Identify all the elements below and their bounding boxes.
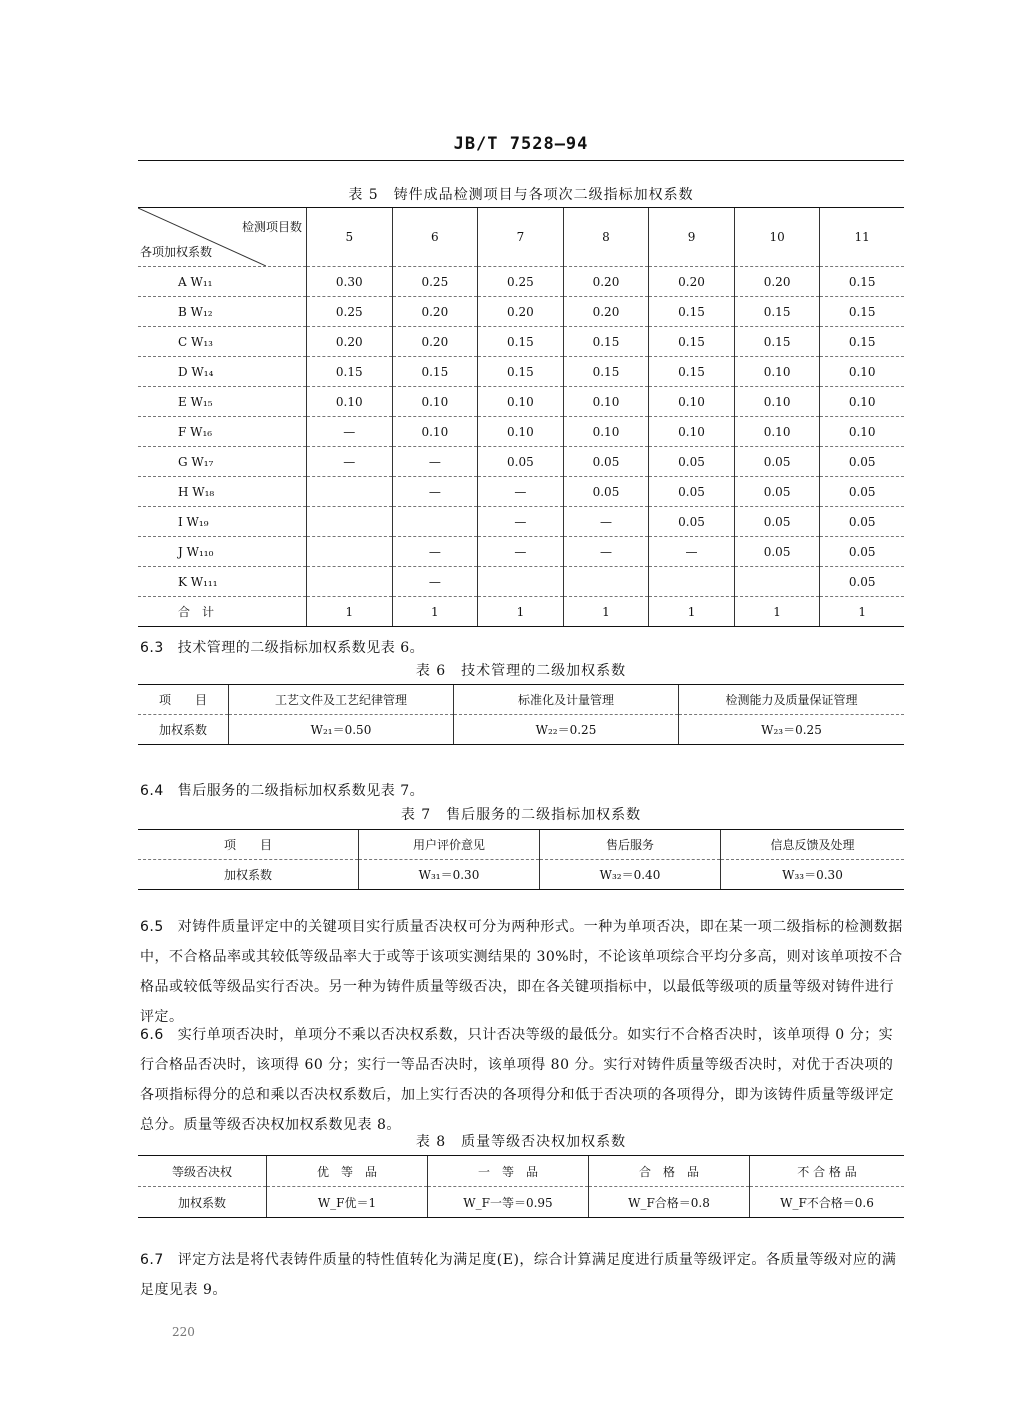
table5-row bbox=[138, 567, 904, 597]
table5-cell: — bbox=[478, 537, 564, 567]
section-text: 评定方法是将代表铸件质量的特性值转化为满足度(E)，综合计算满足度进行质量等级评定。各质量等级对应的满足度见表 9。 bbox=[140, 1252, 897, 1298]
table5-cell: 0.05 bbox=[734, 507, 820, 537]
table5-cell: 0.10 bbox=[734, 357, 820, 387]
table8-value-cell: W_F一等＝0.95 bbox=[428, 1187, 589, 1218]
table5-row-label: D W₁₄ bbox=[138, 357, 307, 387]
table5-cell: 0.05 bbox=[649, 447, 735, 477]
table5-cell: 0.10 bbox=[820, 417, 904, 447]
table8-value-cell: W_F优＝1 bbox=[267, 1187, 428, 1218]
table5-cell: 0.15 bbox=[649, 357, 735, 387]
table5-row-label: K W₁₁₁ bbox=[138, 567, 307, 597]
table5-cell: 0.15 bbox=[307, 357, 393, 387]
table6-header-cell: 标准化及计量管理 bbox=[454, 685, 679, 715]
table5-cell: 0.05 bbox=[563, 477, 649, 507]
section-text: 售后服务的二级指标加权系数见表 7。 bbox=[177, 783, 425, 799]
table5-row-label: F W₁₆ bbox=[138, 417, 307, 447]
table5-cell: 0.20 bbox=[563, 297, 649, 327]
table5-cell: 0.20 bbox=[649, 267, 735, 297]
table5-cell: — bbox=[392, 567, 478, 597]
table5-cell: 0.10 bbox=[478, 387, 564, 417]
table5-row bbox=[138, 387, 904, 417]
table8-caption: 表 8 质量等级否决权加权系数 bbox=[415, 1134, 627, 1150]
table5-cell: 0.10 bbox=[734, 387, 820, 417]
table5-cell: 0.05 bbox=[820, 477, 904, 507]
table5-row-label: H W₁₈ bbox=[138, 477, 307, 507]
table5-cell: 0.15 bbox=[649, 297, 735, 327]
table5-cell: 0.10 bbox=[563, 387, 649, 417]
table5-col-header: 6 bbox=[392, 208, 478, 267]
section-6-5 bbox=[140, 912, 906, 1032]
header-rule bbox=[138, 160, 904, 161]
table5-total-cell: 1 bbox=[649, 597, 735, 627]
table5-cell: 0.10 bbox=[392, 387, 478, 417]
table5-row bbox=[138, 357, 904, 387]
table8-header-cell: 一 等 品 bbox=[428, 1156, 589, 1187]
table5-cell: 0.25 bbox=[392, 267, 478, 297]
table6 bbox=[138, 684, 904, 745]
table5-col-header: 9 bbox=[649, 208, 735, 267]
table5-cell bbox=[307, 567, 393, 597]
table5-row-label: C W₁₃ bbox=[138, 327, 307, 357]
table5-cell: 0.15 bbox=[820, 297, 904, 327]
table5-cell bbox=[734, 567, 820, 597]
table6-header-cell: 项 目 bbox=[138, 685, 229, 715]
table5-cell: 0.20 bbox=[392, 297, 478, 327]
table6-header-row bbox=[138, 685, 904, 715]
table5-cell: 0.25 bbox=[307, 297, 393, 327]
table5-total-cell: 1 bbox=[478, 597, 564, 627]
table7-value-cell: W₃₃＝0.30 bbox=[721, 860, 905, 890]
table5-cell: 0.10 bbox=[307, 387, 393, 417]
section-text: 技术管理的二级指标加权系数见表 6。 bbox=[177, 640, 425, 656]
table5-cell: — bbox=[307, 447, 393, 477]
table8-value-cell: 加权系数 bbox=[138, 1187, 267, 1218]
table5-cell: — bbox=[307, 417, 393, 447]
table6-value-cell: W₂₁＝0.50 bbox=[229, 715, 454, 745]
table5-total-row bbox=[138, 597, 904, 627]
table5-row bbox=[138, 447, 904, 477]
table5-cell: 0.05 bbox=[734, 447, 820, 477]
table7-value-cell: 加权系数 bbox=[138, 860, 359, 890]
table6-header-cell: 工艺文件及工艺纪律管理 bbox=[229, 685, 454, 715]
section-number: 6.3 bbox=[140, 640, 164, 656]
table5-cell: 0.15 bbox=[649, 327, 735, 357]
table5-col-header: 7 bbox=[478, 208, 564, 267]
table5-cell: 0.10 bbox=[649, 417, 735, 447]
table5-cell bbox=[563, 567, 649, 597]
table5-row-label: A W₁₁ bbox=[138, 267, 307, 297]
table5-cell: 0.05 bbox=[820, 537, 904, 567]
table5-row-label: I W₁₉ bbox=[138, 507, 307, 537]
table5-cell: 0.05 bbox=[734, 537, 820, 567]
table8-header-cell: 合 格 品 bbox=[589, 1156, 750, 1187]
table5-cell: 0.15 bbox=[478, 357, 564, 387]
table5-cell: 0.05 bbox=[820, 507, 904, 537]
table5-cell: 0.10 bbox=[478, 417, 564, 447]
table5-cell: — bbox=[478, 507, 564, 537]
table5-cell bbox=[478, 567, 564, 597]
table5-row-label: J W₁₁₀ bbox=[138, 537, 307, 567]
table5-cell bbox=[307, 477, 393, 507]
table8 bbox=[138, 1155, 904, 1218]
table5-cell: 0.10 bbox=[563, 417, 649, 447]
table7-value-row bbox=[138, 860, 904, 890]
table5-cell: — bbox=[478, 477, 564, 507]
table5-row-label: B W₁₂ bbox=[138, 297, 307, 327]
table6-value-row bbox=[138, 715, 904, 745]
table6-value-cell: W₂₃＝0.25 bbox=[679, 715, 905, 745]
table7-value-cell: W₃₁＝0.30 bbox=[359, 860, 540, 890]
table5-cell: 0.05 bbox=[649, 477, 735, 507]
table5-cell: 0.15 bbox=[820, 327, 904, 357]
table6-header-cell: 检测能力及质量保证管理 bbox=[679, 685, 905, 715]
table8-value-row bbox=[138, 1187, 904, 1218]
section-6-3 bbox=[140, 633, 906, 663]
table5-cell: 0.15 bbox=[563, 357, 649, 387]
table6-caption: 表 6 技术管理的二级加权系数 bbox=[415, 663, 627, 679]
section-6-7 bbox=[140, 1245, 906, 1305]
section-6-6 bbox=[140, 1020, 906, 1140]
table5-cell: — bbox=[392, 537, 478, 567]
table5-col-header: 10 bbox=[734, 208, 820, 267]
table5-cell bbox=[649, 567, 735, 597]
table5-total-cell: 1 bbox=[563, 597, 649, 627]
table5-cell bbox=[307, 537, 393, 567]
table5-cell: — bbox=[563, 537, 649, 567]
table5-row bbox=[138, 297, 904, 327]
table5-row bbox=[138, 267, 904, 297]
table5-col-header: 5 bbox=[307, 208, 393, 267]
table5-row bbox=[138, 417, 904, 447]
table5-col-header: 8 bbox=[563, 208, 649, 267]
table5-cell: — bbox=[392, 447, 478, 477]
table5 bbox=[138, 207, 904, 627]
table7-header-cell: 信息反馈及处理 bbox=[721, 830, 905, 860]
table7-value-cell: W₃₂＝0.40 bbox=[540, 860, 721, 890]
table5-cell: 0.10 bbox=[820, 357, 904, 387]
table5-cell: 0.20 bbox=[478, 297, 564, 327]
table5-cell: 0.10 bbox=[820, 387, 904, 417]
table5-cell bbox=[307, 507, 393, 537]
table7-header-row bbox=[138, 830, 904, 860]
table5-cell: 0.10 bbox=[734, 417, 820, 447]
section-number: 6.7 bbox=[140, 1252, 164, 1268]
table5-corner-top: 检测项目数 bbox=[241, 220, 302, 234]
section-text: 对铸件质量评定中的关键项目实行质量否决权可分为两种形式。一种为单项否决，即在某一项二级指标的检测数据中，不合格品率或其较低等级品率大于或等于该项实测结果的 30%时，不论该单项综合平均分多高，则对该单项按不合格品或较低等级品实行否决。另一种为铸件质量等级否决，即在各关键项指标中，以最低等级项的质量等级对铸件进行评定。 bbox=[140, 919, 903, 1025]
table5-cell: 0.25 bbox=[478, 267, 564, 297]
table8-header-cell: 优 等 品 bbox=[267, 1156, 428, 1187]
section-6-4 bbox=[140, 776, 906, 806]
table5-cell bbox=[392, 507, 478, 537]
table5-cell: 0.20 bbox=[307, 327, 393, 357]
section-number: 6.6 bbox=[140, 1027, 164, 1043]
table7-header-cell: 用户评价意见 bbox=[359, 830, 540, 860]
table8-header-row bbox=[138, 1156, 904, 1187]
section-number: 6.5 bbox=[140, 919, 164, 935]
table5-cell: 0.05 bbox=[734, 477, 820, 507]
table8-value-cell: W_F合格＝0.8 bbox=[589, 1187, 750, 1218]
table5-cell: 0.20 bbox=[563, 267, 649, 297]
table7-header-cell: 项 目 bbox=[138, 830, 359, 860]
table8-value-cell: W_F不合格＝0.6 bbox=[750, 1187, 905, 1218]
table5-total-cell: 1 bbox=[734, 597, 820, 627]
table5-row bbox=[138, 507, 904, 537]
table5-cell: 0.15 bbox=[478, 327, 564, 357]
table5-row-label: G W₁₇ bbox=[138, 447, 307, 477]
table5-corner-bottom: 各项加权系数 bbox=[140, 245, 213, 259]
table6-value-cell: W₂₂＝0.25 bbox=[454, 715, 679, 745]
table7-header-cell: 售后服务 bbox=[540, 830, 721, 860]
table8-header-cell: 不 合 格 品 bbox=[750, 1156, 905, 1187]
table5-row-label: E W₁₅ bbox=[138, 387, 307, 417]
table5-col-header: 11 bbox=[820, 208, 904, 267]
table8-header-cell: 等级否决权 bbox=[138, 1156, 267, 1187]
table5-cell: 0.20 bbox=[734, 267, 820, 297]
table5-cell: 0.15 bbox=[563, 327, 649, 357]
table5-row bbox=[138, 327, 904, 357]
table5-cell: 0.05 bbox=[820, 567, 904, 597]
table5-row bbox=[138, 477, 904, 507]
page-number: 220 bbox=[172, 1325, 195, 1339]
table5-corner-cell bbox=[138, 208, 307, 267]
table5-total-cell: 1 bbox=[307, 597, 393, 627]
table5-cell: 0.05 bbox=[563, 447, 649, 477]
table7-caption: 表 7 售后服务的二级指标加权系数 bbox=[400, 807, 642, 823]
table5-cell: — bbox=[563, 507, 649, 537]
table5-cell: 0.30 bbox=[307, 267, 393, 297]
table5-cell: 0.20 bbox=[392, 327, 478, 357]
standard-number-header: JB/T 7528—94 bbox=[453, 134, 589, 154]
table7 bbox=[138, 829, 904, 890]
section-number: 6.4 bbox=[140, 783, 164, 799]
table5-total-cell: 1 bbox=[392, 597, 478, 627]
table5-cell: 0.15 bbox=[734, 297, 820, 327]
table5-cell: — bbox=[392, 477, 478, 507]
table5-cell: 0.15 bbox=[734, 327, 820, 357]
section-text: 实行单项否决时，单项分不乘以否决权系数，只计否决等级的最低分。如实行不合格否决时，该单项得 0 分；实行合格品否决时，该项得 60 分；实行一等品否决时，该单项得 80 分。实行对铸件质量等级否决时，对优于否决项的各项指标得分的总和乘以否决权系数后，加上实行否决的各项得分和低于否决项的各项得分，即为该铸件质量等级评定总分。质量等级否决权加权系数见表 8。 bbox=[140, 1027, 894, 1133]
table5-total-label: 合 计 bbox=[138, 597, 307, 627]
table5-caption: 表 5 铸件成品检测项目与各项次二级指标加权系数 bbox=[348, 187, 694, 203]
table5-cell: 0.10 bbox=[392, 417, 478, 447]
table6-value-cell: 加权系数 bbox=[138, 715, 229, 745]
table5-cell: 0.15 bbox=[392, 357, 478, 387]
table5-cell: 0.05 bbox=[649, 507, 735, 537]
table5-cell: 0.15 bbox=[820, 267, 904, 297]
table5-cell: 0.05 bbox=[478, 447, 564, 477]
table5-total-cell: 1 bbox=[820, 597, 904, 627]
table5-row bbox=[138, 537, 904, 567]
table5-header-row bbox=[138, 208, 904, 267]
table5-cell: — bbox=[649, 537, 735, 567]
table5-cell: 0.10 bbox=[649, 387, 735, 417]
table5-cell: 0.05 bbox=[820, 447, 904, 477]
